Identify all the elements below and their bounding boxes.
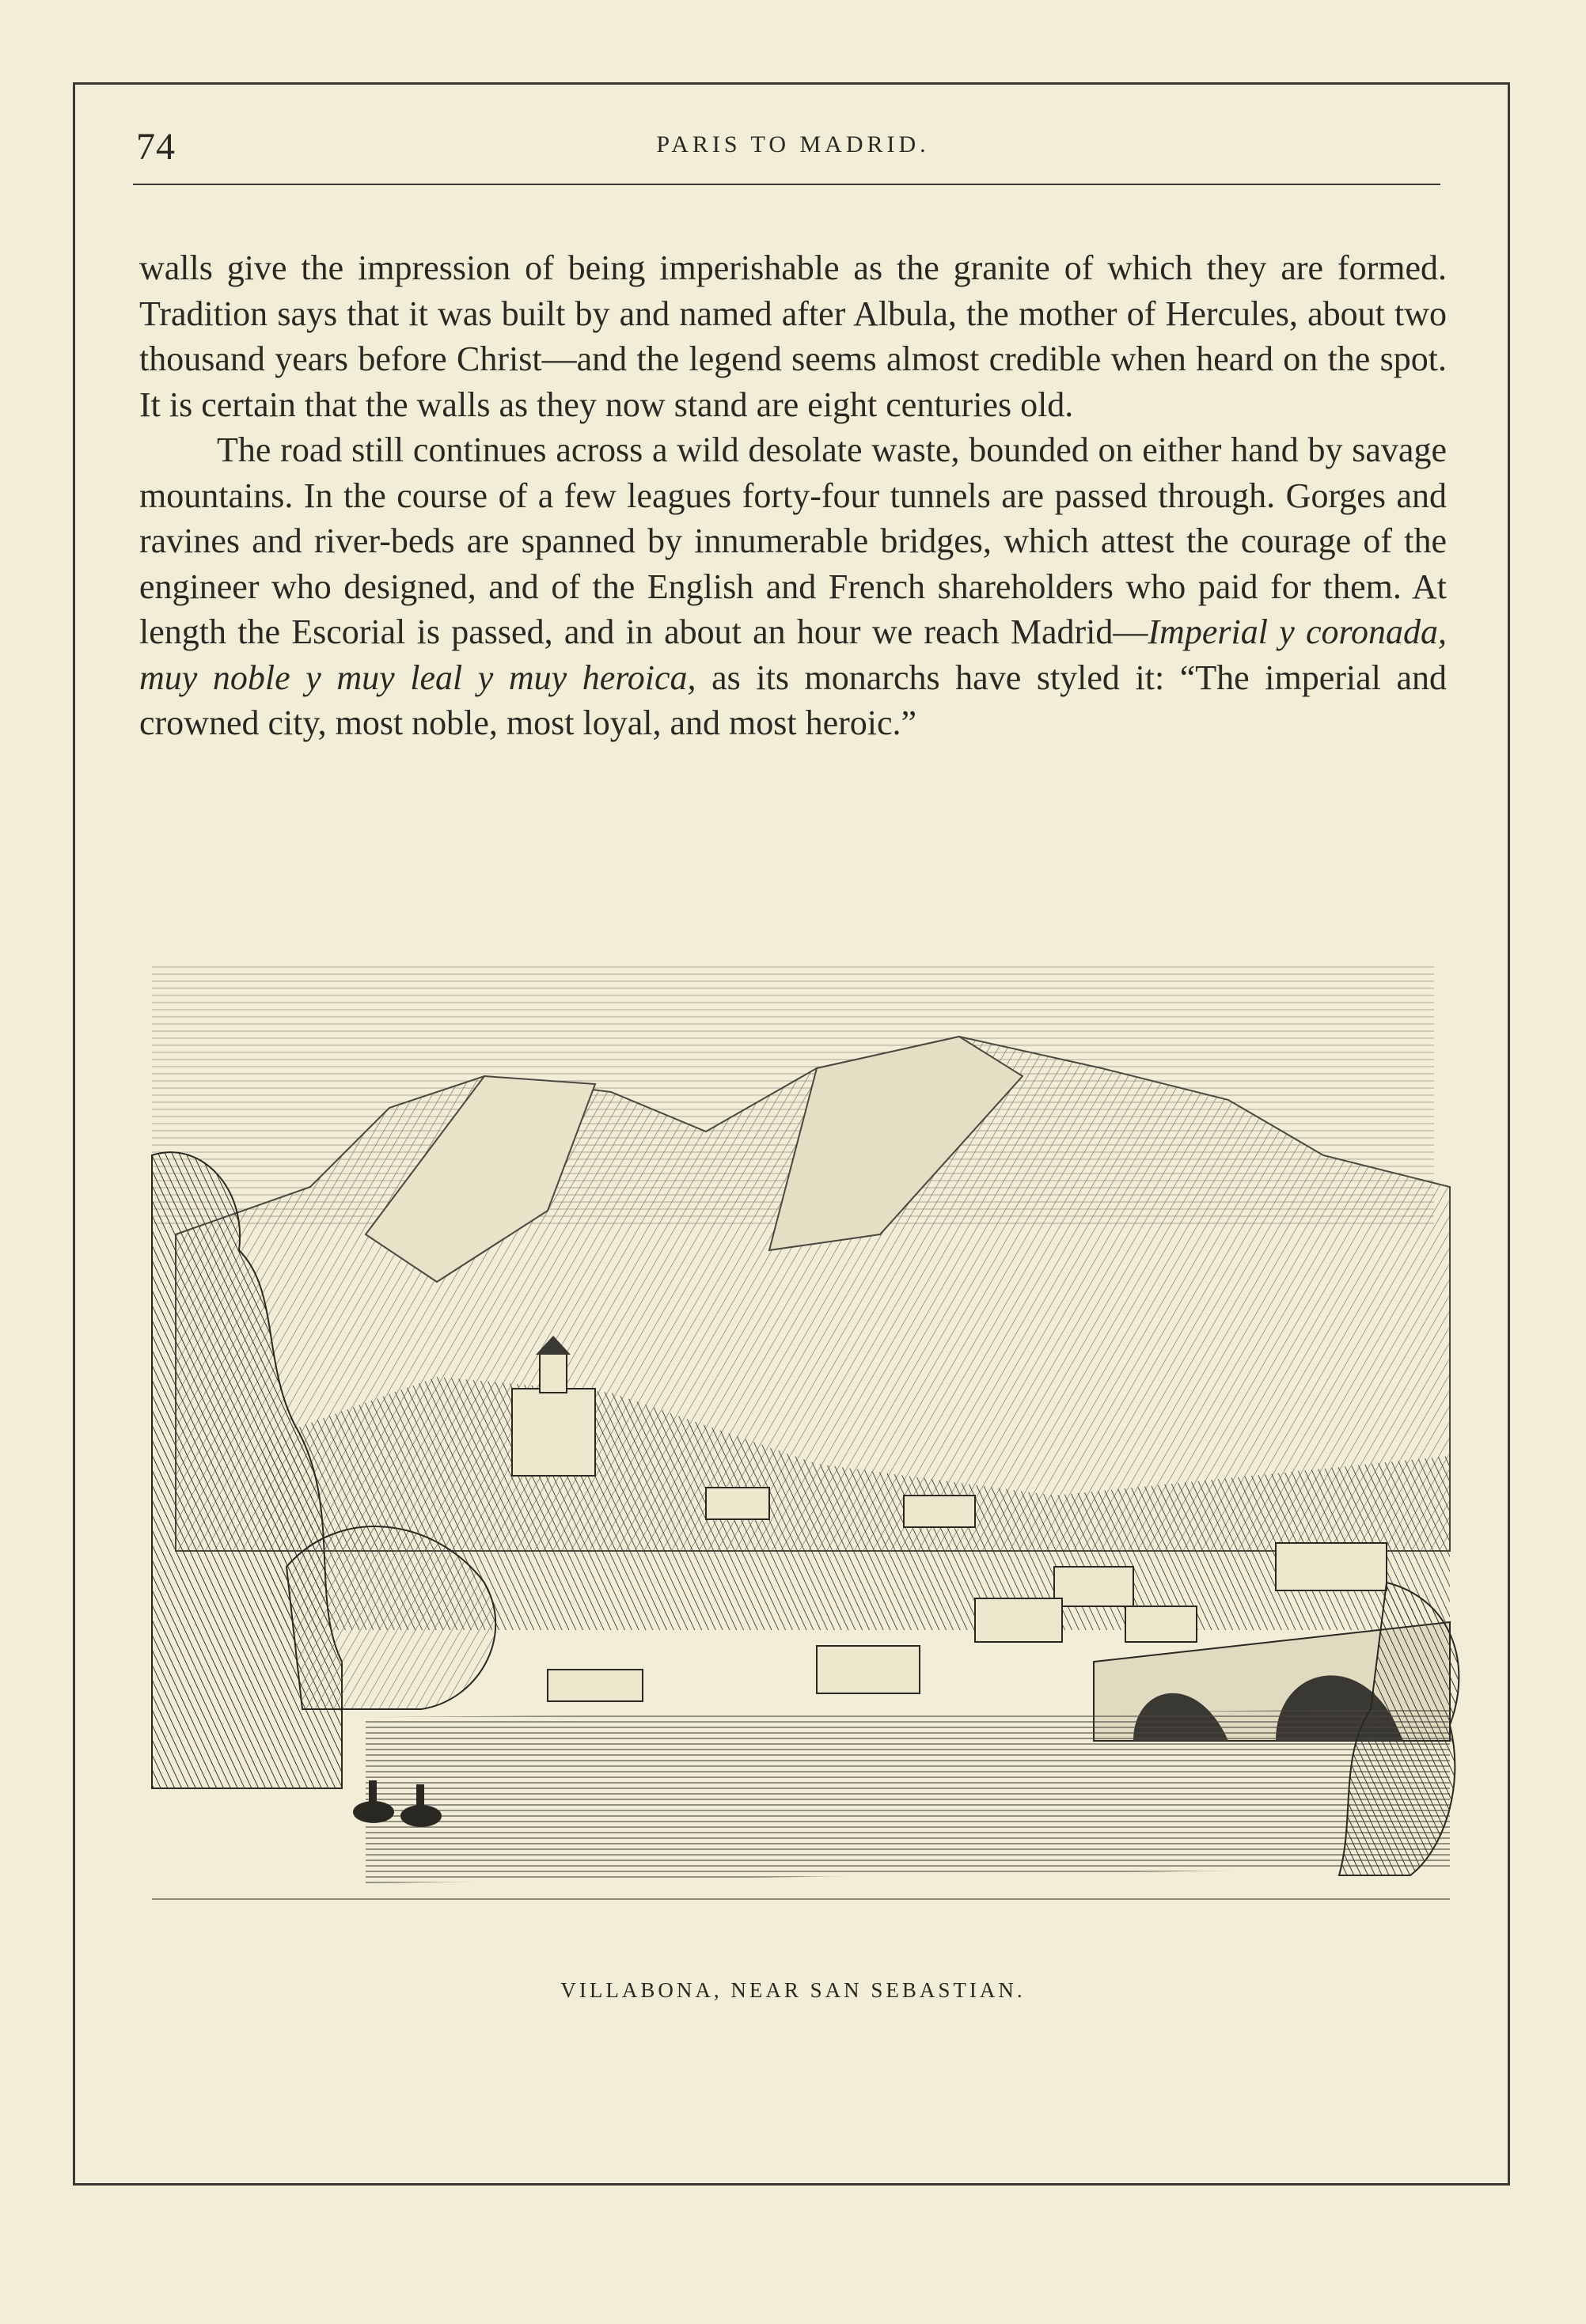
figure-caption: VILLABONA, NEAR SAN SEBASTIAN. xyxy=(560,1978,1026,2002)
paragraph-1: walls give the impression of being imperishable as the granite of which they are formed. Tradition says that it was built by and named after Albula, the mother of Hercules, about two thousand years before Christ—and the legend seems almost credible when heard on the spot. It is certain that the walls as they now stand are eight centuries old. xyxy=(139,248,1447,424)
paragraph-2 xyxy=(139,427,1447,746)
river xyxy=(366,1709,1450,1883)
paragraph-2-start: The road still continues across a wild desolate waste, bounded on either hand by savage mountains. In the course of a few leagues forty-four tunnels are passed through. Gorges and ravines and river-beds are spanned by innumerable bridges, which attest the courage of the engineer who designed, and of the English and French shareholders who paid for them. At length the Escorial is passed, and in about an hour we reach Madrid— xyxy=(139,430,1447,651)
page-number: 74 xyxy=(136,126,176,168)
paragraph-2-end: as its monarchs have styled it: “The imperial and crowned city, most noble, most loyal, and most heroic.” xyxy=(139,658,1447,742)
body-text xyxy=(139,245,1447,746)
running-head: PARIS TO MADRID. xyxy=(656,131,930,157)
header-rule xyxy=(133,184,1440,185)
church xyxy=(512,1389,595,1476)
engraving-villabona xyxy=(104,950,1482,1947)
church-tower xyxy=(540,1353,567,1393)
spanish-motto: Imperial y coronada, muy noble y muy leal y muy heroica, xyxy=(139,612,1447,697)
